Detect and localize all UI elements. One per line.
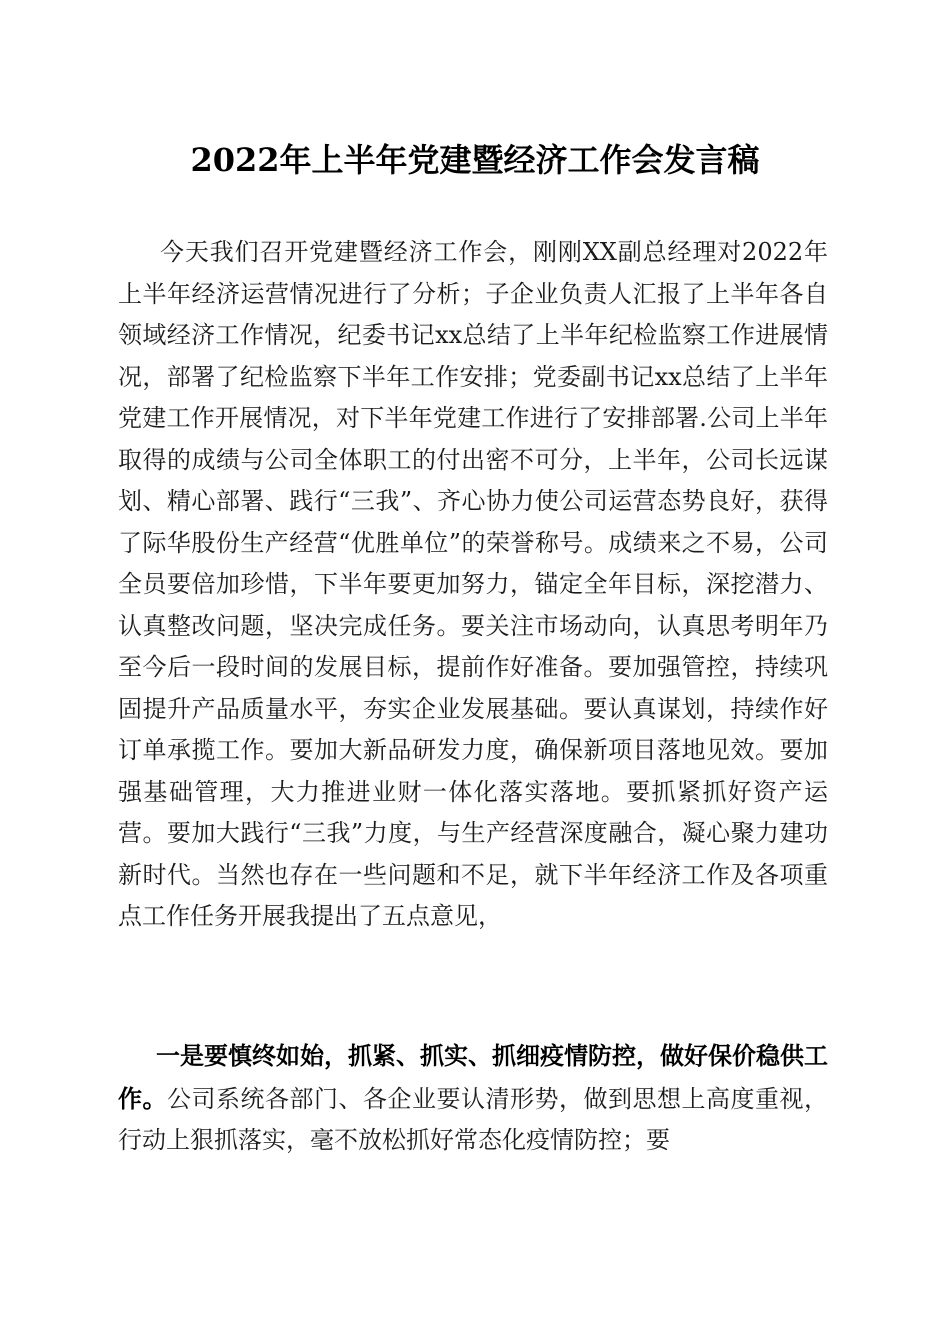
document-title: 2022年上半年党建暨经济工作会发言稿: [190, 141, 760, 179]
paragraph-2-text: 公司系统各部门、各企业要认清形势，做到思想上高度重视，行动上狠抓落实，毫不放松抓好常态化疫情防控；要: [118, 1084, 828, 1154]
paragraph-2-bold-lead: 一是要慎终如始，抓紧、抓实、抓细疫情防控，做好保价稳供工作。: [118, 1041, 828, 1113]
body-paragraph-1: 今天我们召开党建暨经济工作会，刚刚XX副总经理对2022年上半年经济运营情况进行了分析；子企业负责人汇报了上半年各自领域经济工作情况，纪委书记xx总结了上半年纪检监察工作进展情况，部署了纪检监察下半年工作安排；党委副书记xx总结了上半年党建工作开展情况，对下半年党建工作进行了安排部署.公司上半年取得的成绩与公司全体职工的付出密不可分，上半年，公司长远谋划、精心部署、践行“三我”、齐心协力使公司运营态势良好，获得了际华股份生产经营“优胜单位”的荣誉称号。成绩来之不易，公司全员要倍加珍惜，下半年要更加努力，锚定全年目标，深挖潜力、认真整改问题，坚决完成任务。要关注市场动向，认真思考明年乃至今后一段时间的发展目标，提前作好准备。要加强管控，持续巩固提升产品质量水平，夯实企业发展基础。要认真谋划，持续作好订单承揽工作。要加大新品研发力度，确保新项目落地见效。要加强基础管理，大力推进业财一体化落实落地。要抓紧抓好资产运营。要加大践行“三我”力度，与生产经营深度融合，凝心聚力建功新时代。当然也存在一些问题和不足，就下半年经济工作及各项重点工作任务开展我提出了五点意见，: [118, 238, 828, 930]
body-paragraph-2: [118, 1035, 828, 1162]
